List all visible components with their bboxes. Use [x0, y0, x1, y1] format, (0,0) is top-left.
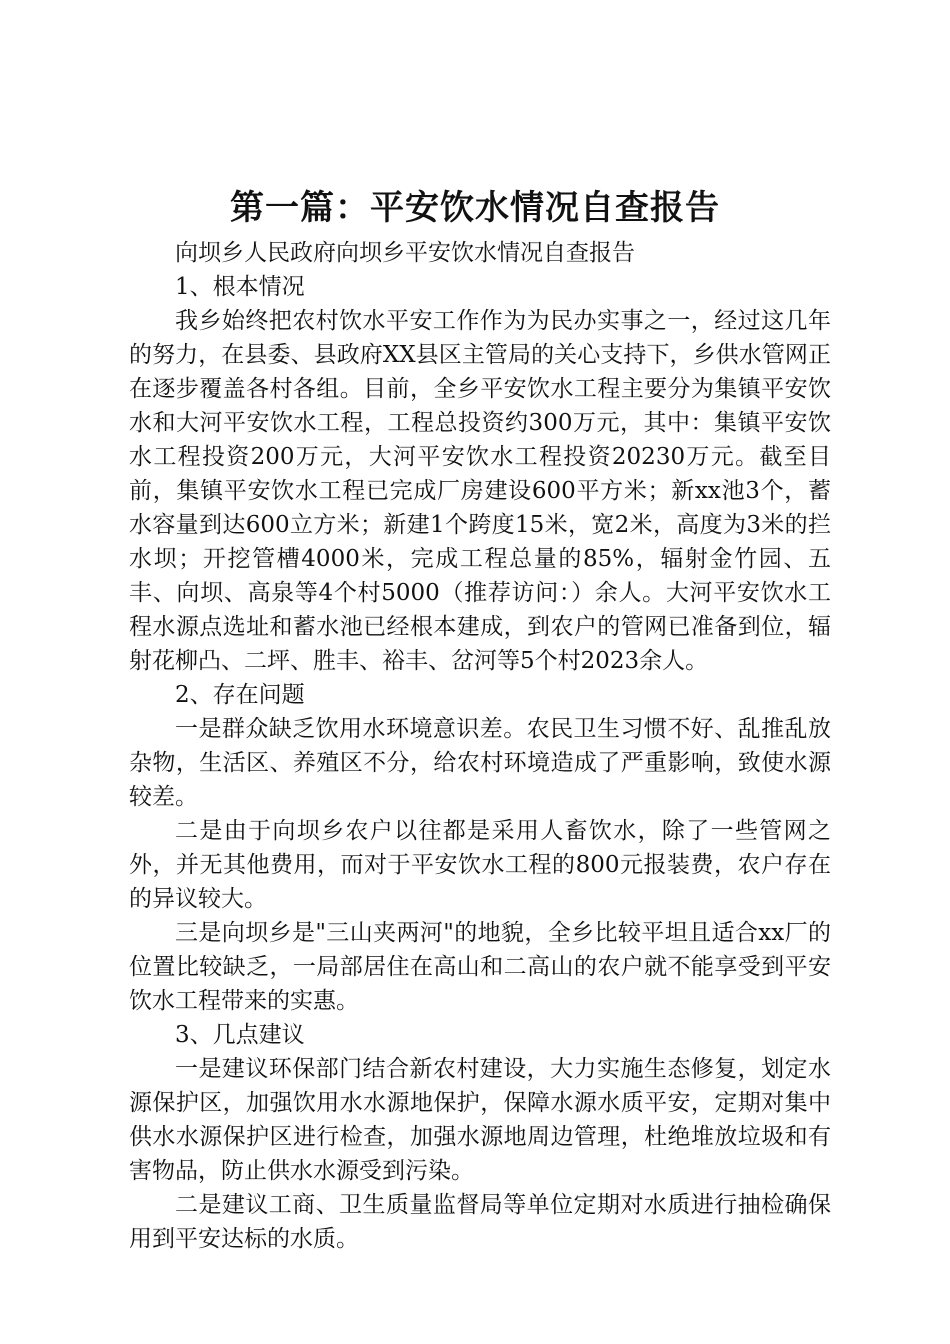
paragraph: 二是由于向坝乡农户以往都是采用人畜饮水，除了一些管网之外，并无其他费用，而对于平安饮水工程的800元报装费，农户存在的异议较大。: [129, 818, 831, 912]
paragraph: 二是建议工商、卫生质量监督局等单位定期对水质进行抽检确保用到平安达标的水质。: [129, 1192, 831, 1252]
document-title: 第一篇：平安饮水情况自查报告: [230, 188, 720, 228]
document-body: [129, 236, 831, 1256]
subtitle-paragraph: 向坝乡人民政府向坝乡平安饮水情况自查报告: [175, 240, 635, 266]
paragraph: 一是建议环保部门结合新农村建设，大力实施生态修复，划定水源保护区，加强饮用水水源地保护，保障水源水质平安，定期对集中供水水源保护区进行检查，加强水源地周边管理，杜绝堆放垃圾和有害物品，防止供水水源受到污染。: [129, 1056, 831, 1184]
paragraph: 三是向坝乡是"三山夹两河"的地貌，全乡比较平坦且适合xx厂的位置比较缺乏，一局部居住在高山和二高山的农户就不能享受到平安饮水工程带来的实惠。: [129, 920, 831, 1014]
section-heading-suggestions: 3、几点建议: [175, 1022, 305, 1048]
paragraph: 我乡始终把农村饮水平安工作作为为民办实事之一，经过这几年的努力，在县委、县政府XX县区主管局的关心支持下，乡供水管网正在逐步覆盖各村各组。目前，全乡平安饮水工程主要分为集镇平安饮水和大河平安饮水工程，工程总投资约300万元，其中：集镇平安饮水工程投资200万元，大河平安饮水工程投资20230万元。截至目前，集镇平安饮水工程已完成厂房建设600平方米；新xx池3个，蓄水容量到达600立方米；新建1个跨度15米，宽2米，高度为3米的拦水坝；开挖管槽4000米，完成工程总量的85%，辐射金竹园、五丰、向坝、高泉等4个村5000（推荐访问：）余人。大河平安饮水工程水源点选址和蓄水池已经根本建成，到农户的管网已准备到位，辐射花柳凸、二坪、胜丰、裕丰、岔河等5个村2023余人。: [129, 308, 831, 674]
section-heading-basic: 1、根本情况: [175, 274, 305, 300]
paragraph: 一是群众缺乏饮用水环境意识差。农民卫生习惯不好、乱推乱放杂物，生活区、养殖区不分，给农村环境造成了严重影响，致使水源较差。: [129, 716, 831, 810]
section-heading-problems: 2、存在问题: [175, 682, 305, 708]
